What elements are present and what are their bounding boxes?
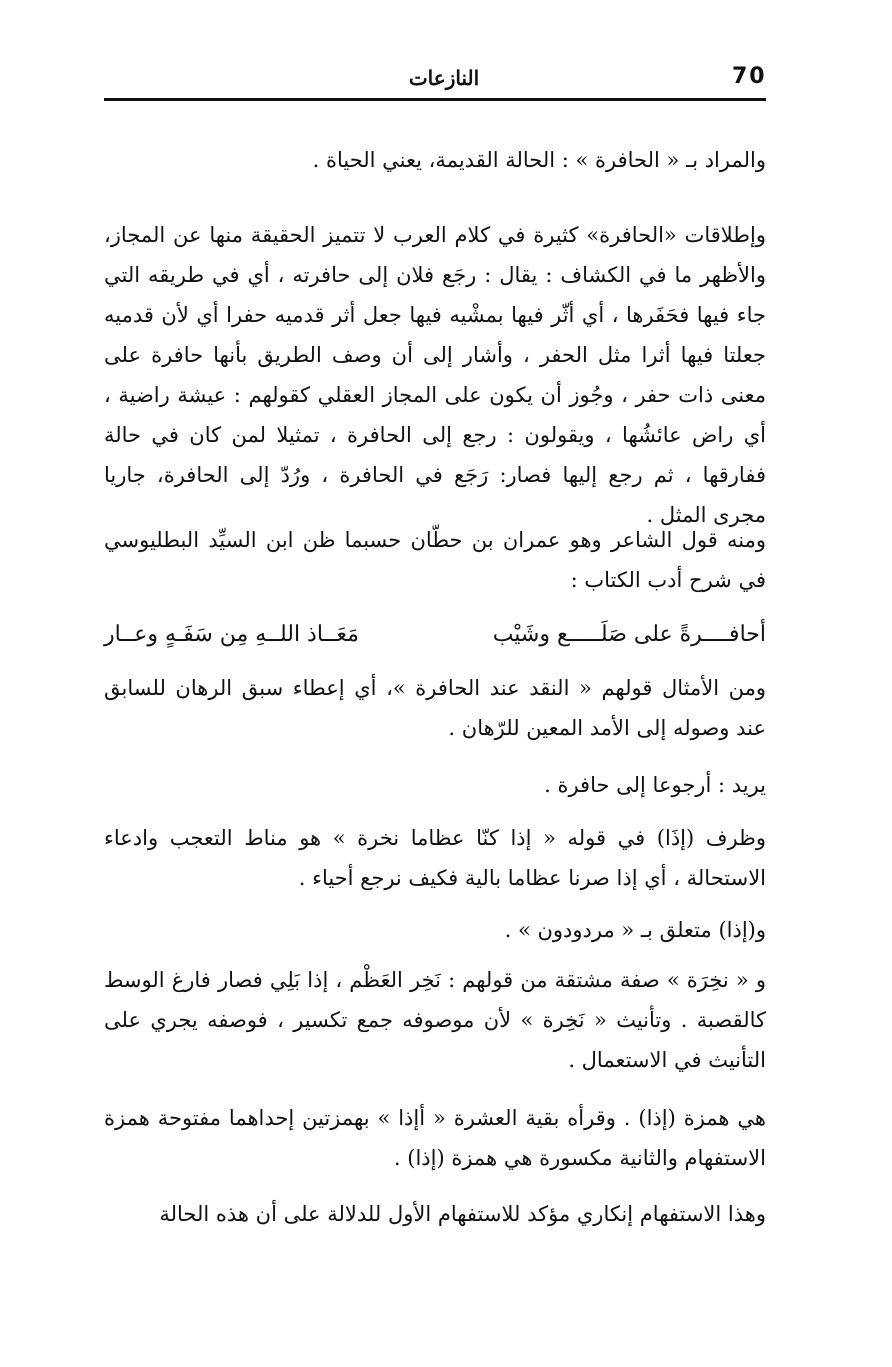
poetry-verse	[104, 615, 766, 655]
verse-hemistich-second: مَعَــاذ اللــهِ مِن سَفَـهٍ وعــار	[104, 622, 359, 647]
page-number: 70	[732, 64, 767, 89]
paragraph-2: وإطلاقات «الحافرة» كثيرة في كلام العرب لا تتميز الحقيقة منها عن المجاز، والأظهر ما في الكشاف : يقال : رجَع فلان إلى حافرته ، أي في طريقه التي جاء فيها فحَفَرها ، أي أثّر فيها بمشْيه فيها جعل أثر قدميه حفرا أي لأن قدميه جعلتا فيها أثرا مثل الحفر ، وأشار إلى أن وصف الطريق بأنها حافرة على معنى ذات حفر ، وجُوز أن يكون على المجاز العقلي كقولهم : عيشة راضية ، أي راض عائشُها ، ويقولون : رجع إلى الحافرة ، تمثيلا لمن كان في حالة ففارقها ، ثم رجع إليها فصار: رَجَع في الحافرة ، ورُدّ إلى الحافرة، جاريا مجرى المثل .	[104, 223, 766, 527]
paragraph-3: ومنه قول الشاعر وهو عمران بن حطّان حسبما ظن ابن السيِّد البطليوسي في شرح أدب الكتاب :	[104, 528, 766, 592]
paragraph-9: هي همزة (إذا) . وقرأه بقية العشرة « أإذا » بهمزتين إحداهما مفتوحة همزة الاستفهام والثانية مكسورة هي همزة (إذا) .	[104, 1106, 766, 1170]
paragraph-6: وظرف (إذَا) في قوله « إذا كنّا عظاما نخرة » هو مناط التعجب وادعاء الاستحالة ، أي إذا صرنا عظاما بالية فكيف نرجع أحياء .	[104, 826, 766, 890]
paragraph-8: و « نخِرَة » صفة مشتقة من قولهم : نَخِر العَظْم ، إذا بَلِي فصار فارغ الوسط كالقصبة . وتأنيث « نَخِرة » لأن موصوفه جمع تكسير ، فوصفه يجري على التأنيث في الاستعمال .	[104, 968, 766, 1072]
paragraph-7: و(إذا) متعلق بـ « مردودون » .	[504, 918, 766, 942]
page-header	[104, 62, 766, 98]
verse-hemistich-first: أحافــــرةً على صَلَـــــع وشَيْب	[492, 622, 766, 647]
paragraph-10: وهذا الاستفهام إنكاري مؤكد للاستفهام الأول للدلالة على أن هذه الحالة	[159, 1202, 766, 1226]
paragraph-5: يريد : أرجوعا إلى حافرة .	[544, 773, 766, 797]
paragraph-4: ومن الأمثال قولهم « النقد عند الحافرة »، أي إعطاء سبق الرهان للسابق عند وصوله إلى الأمد المعين للرّهان .	[104, 676, 766, 740]
header-divider	[104, 98, 766, 101]
paragraph-1: والمراد بـ « الحافرة » : الحالة القديمة، يعني الحياة .	[312, 148, 766, 172]
chapter-title: النازعات	[408, 66, 480, 90]
